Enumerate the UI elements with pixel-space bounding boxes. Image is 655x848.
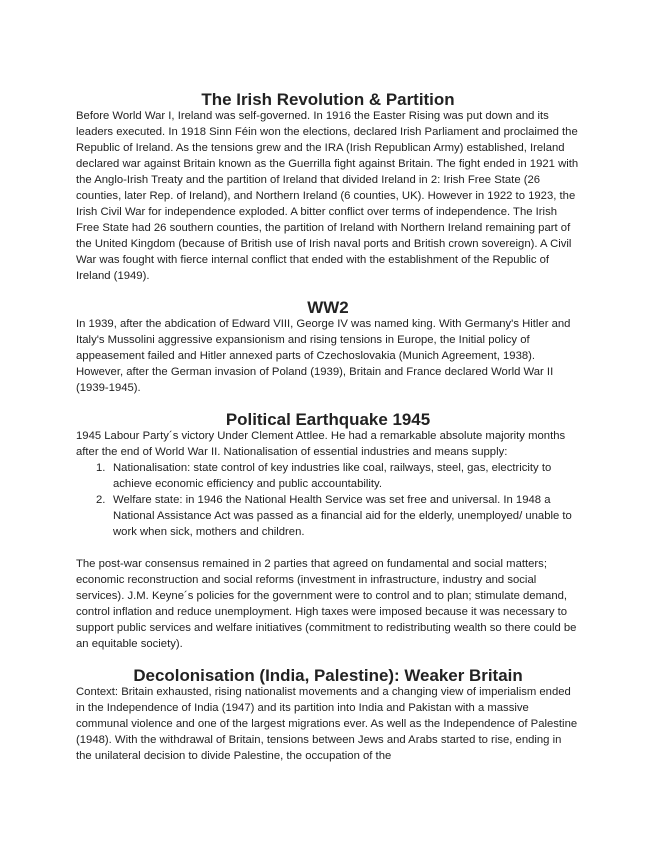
list-item-text: Welfare state: in 1946 the National Health Service was set free and universal. In 1948 a National Assistance Act was passed as a financial aid for the elderly, unemployed/ unable to work when sick, mothers and children.	[113, 494, 572, 538]
decolonisation-paragraph: Context: Britain exhausted, rising nationalist movements and a changing view of imperialism ended in the Independence of India (1947) and its partition into India and Pakistan with a massive communal violence and one of the largest migrations ever. As well as the Independence of Palestine (1948). With the withdrawal of Britain, tensions between Jews and Arabs started to rise, ending in the unilateral decision to divide Palestine, the occupation of the	[76, 686, 578, 762]
section-heading-ww2: WW2	[307, 298, 349, 317]
section-heading-decolonisation: Decolonisation (India, Palestine): Weaker Britain	[133, 666, 523, 685]
list-item	[76, 492, 580, 540]
section-heading-political-earthquake: Political Earthquake 1945	[225, 410, 431, 429]
section-heading-irish-revolution: The Irish Revolution & Partition	[201, 90, 455, 109]
ww2-paragraph: In 1939, after the abdication of Edward VIII, George IV was named king. With Germany's Hitler and Italy's Mussolini aggressive expansionism and rising tensions in Europe, the Initial policy of appeasement failed and Hitler annexed parts of Czechoslovakia (Munich Agreement, 1938). However, after the German invasion of Poland (1939), Britain and France declared World War II (1939-1945).	[76, 318, 571, 394]
list-item-number: 2.	[96, 494, 106, 506]
political-earthquake-intro: 1945 Labour Party´s victory Under Clement Attlee. He had a remarkable absolute majority months after the end of World War II. Nationalisation of essential industries and means supply:	[76, 430, 566, 458]
paragraph-spacer	[76, 540, 580, 556]
list-item-number: 1.	[96, 462, 106, 474]
nationalisation-list	[76, 460, 580, 540]
irish-revolution-paragraph: Before World War I, Ireland was self-governed. In 1916 the Easter Rising was put down and its leaders executed. In 1918 Sinn Féin won the elections, declared Irish Parliament and proclaimed the Republic of Ireland. As the tensions grew and the IRA (Irish Republican Army) established, Ireland declared war against Britain known as the Guerrilla fight against Britain. The fight ended in 1921 with the Anglo-Irish Treaty and the partition of Ireland that divided Ireland in 2: Irish Free State (26 counties, later Rep. of Ireland), and Northern Ireland (6 counties, UK). However in 1922 to 1923, the Irish Civil War for independence exploded. A bitter conflict over terms of independence. The Irish Free State had 26 southern counties, the partition of Ireland with Northern Ireland remaining part of the United Kingdom (because of British use of Irish naval ports and British crown sovereign). A Civil War was fought with fierce internal conflict that ended with the establishment of the Republic of Ireland (1949).	[76, 110, 579, 282]
list-item-text: Nationalisation: state control of key industries like coal, railways, steel, gas, electricity to achieve economic efficiency and public accountability.	[113, 462, 552, 490]
post-war-consensus-paragraph: The post-war consensus remained in 2 parties that agreed on fundamental and social matters; economic reconstruction and social reforms (investment in infrastructure, industry and social services). J.M. Keyne´s policies for the government were to control and to plan; stimulate demand, control inflation and reduce unemployment. High taxes were imposed because it was necessary to support public services and welfare initiatives (commitment to redistributing wealth so there could be an equitable society).	[76, 558, 577, 650]
document-page	[76, 92, 580, 764]
list-item	[76, 460, 580, 492]
